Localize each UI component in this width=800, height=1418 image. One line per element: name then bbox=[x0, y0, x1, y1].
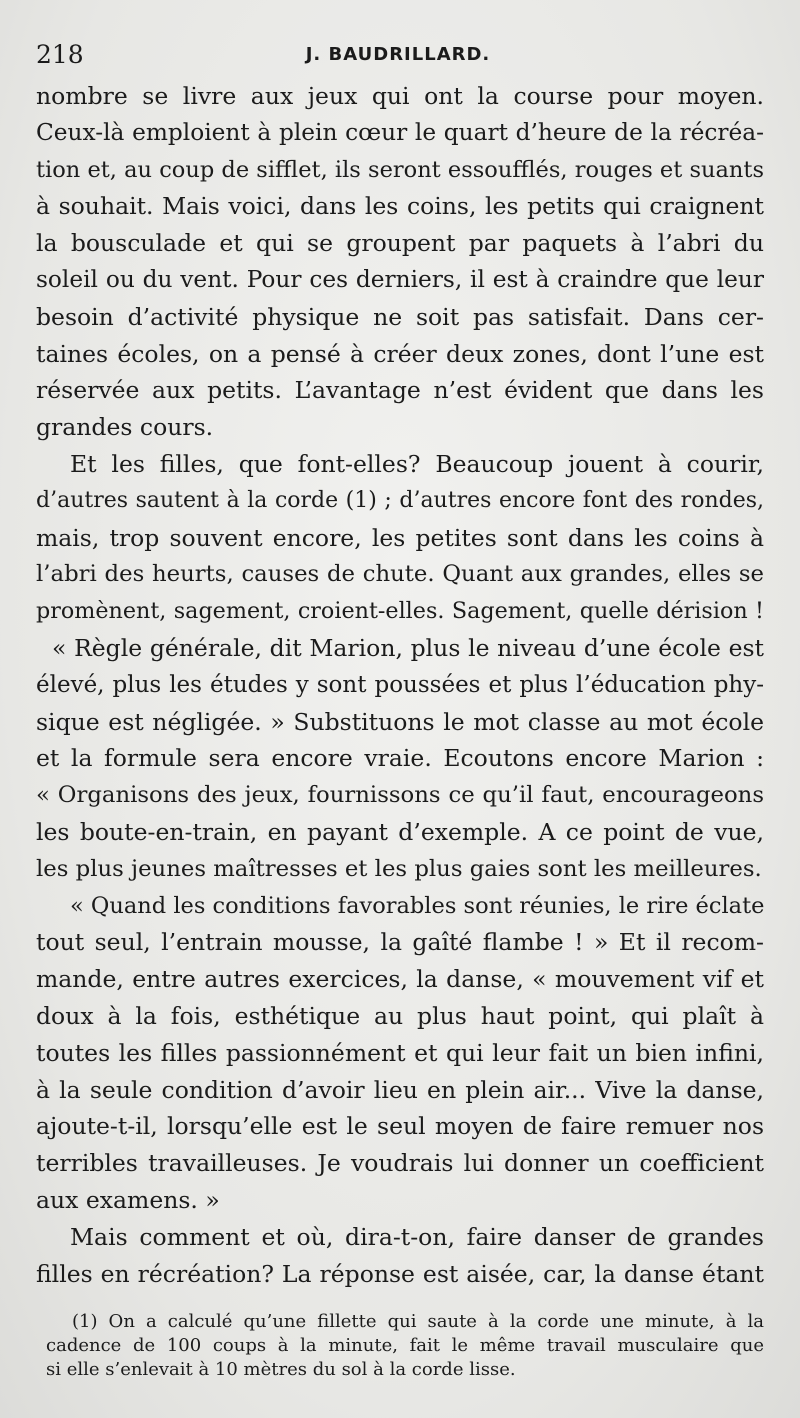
text-line: soleil ou du vent. Pour ces derniers, il est à craindre que leur bbox=[36, 265, 764, 293]
text-line: les boute-en-train, en payant d’exemple. A ce point de vue, bbox=[36, 817, 764, 846]
text-line: tion et, au coup de sifflet, ils seront essoufflés, rouges et suants bbox=[36, 156, 764, 183]
text-line: mais, trop souvent encore, les petites sont dans les coins à bbox=[36, 523, 764, 552]
text-line: terribles travailleuses. Je voudrais lui donner un coefficient bbox=[36, 1149, 764, 1178]
text-line: « Règle générale, dit Marion, plus le niveau d’une école est bbox=[52, 633, 764, 662]
text-line: et la formule sera encore vraie. Ecoutons encore Marion : bbox=[36, 744, 764, 773]
text-line: « Organisons des jeux, fournissons ce qu’il faut, encourageons bbox=[36, 782, 764, 809]
footnote-line: cadence de 100 coups à la minute, fait le même travail musculaire que bbox=[46, 1335, 764, 1356]
text-line: tout seul, l’entrain mousse, la gaîté flambe ! » Et il recom- bbox=[36, 928, 764, 957]
text-line: aux examens. » bbox=[36, 1185, 220, 1214]
text-line: promènent, sagement, croient-elles. Sagement, quelle dérision ! bbox=[36, 598, 764, 625]
text-line: besoin d’activité physique ne soit pas satisfait. Dans cer- bbox=[36, 302, 764, 331]
running-head: J. BAUDRILLARD. bbox=[305, 44, 491, 65]
text-line: Et les filles, que font-elles? Beaucoup jouent à courir, bbox=[70, 449, 764, 478]
footnote-line: (1) On a calculé qu’une fillette qui saute à la corde une minute, à la bbox=[72, 1311, 764, 1332]
text-line: à la seule condition d’avoir lieu en plein air... Vive la danse, bbox=[36, 1075, 764, 1104]
footnote-line: si elle s’enlevait à 10 mètres du sol à la corde lisse. bbox=[46, 1359, 516, 1380]
text-line: d’autres sautent à la corde (1) ; d’autres encore font des rondes, bbox=[36, 487, 764, 513]
page-number: 218 bbox=[36, 40, 84, 69]
footnote bbox=[46, 1310, 764, 1382]
text-line: nombre se livre aux jeux qui ont la course pour moyen. bbox=[36, 82, 764, 110]
text-line: élevé, plus les études y sont poussées et plus l’éducation phy- bbox=[36, 671, 764, 698]
text-line: Mais comment et où, dira-t-on, faire danser de grandes bbox=[70, 1222, 764, 1251]
text-line: l’abri des heurts, causes de chute. Quant aux grandes, elles se bbox=[36, 561, 764, 588]
page-header bbox=[36, 38, 760, 78]
text-line: sique est négligée. » Substituons le mot classe au mot école bbox=[36, 707, 764, 736]
text-line: mande, entre autres exercices, la danse, « mouvement vif et bbox=[36, 965, 764, 994]
text-line: les plus jeunes maîtresses et les plus gaies sont les meilleures. bbox=[36, 855, 762, 882]
body-text bbox=[36, 78, 764, 1292]
text-line: réservée aux petits. L’avantage n’est évident que dans les bbox=[36, 376, 764, 405]
text-line: « Quand les conditions favorables sont réunies, le rire éclate bbox=[70, 892, 765, 919]
text-line: la bousculade et qui se groupent par paquets à l’abri du bbox=[36, 229, 764, 258]
text-line: Ceux-là emploient à plein cœur le quart d’heure de la récréa- bbox=[36, 118, 764, 146]
text-line: filles en récréation? La réponse est aisée, car, la danse étant bbox=[36, 1259, 764, 1288]
text-line: à souhait. Mais voici, dans les coins, les petits qui craignent bbox=[36, 192, 764, 221]
text-line: doux à la fois, esthétique au plus haut point, qui plaît à bbox=[36, 1001, 764, 1030]
text-line: ajoute-t-il, lorsqu’elle est le seul moyen de faire remuer nos bbox=[36, 1112, 764, 1141]
text-line: grandes cours. bbox=[36, 413, 214, 442]
text-line: taines écoles, on a pensé à créer deux zones, dont l’une est bbox=[36, 339, 764, 368]
text-line: toutes les filles passionnément et qui leur fait un bien infini, bbox=[36, 1038, 764, 1067]
